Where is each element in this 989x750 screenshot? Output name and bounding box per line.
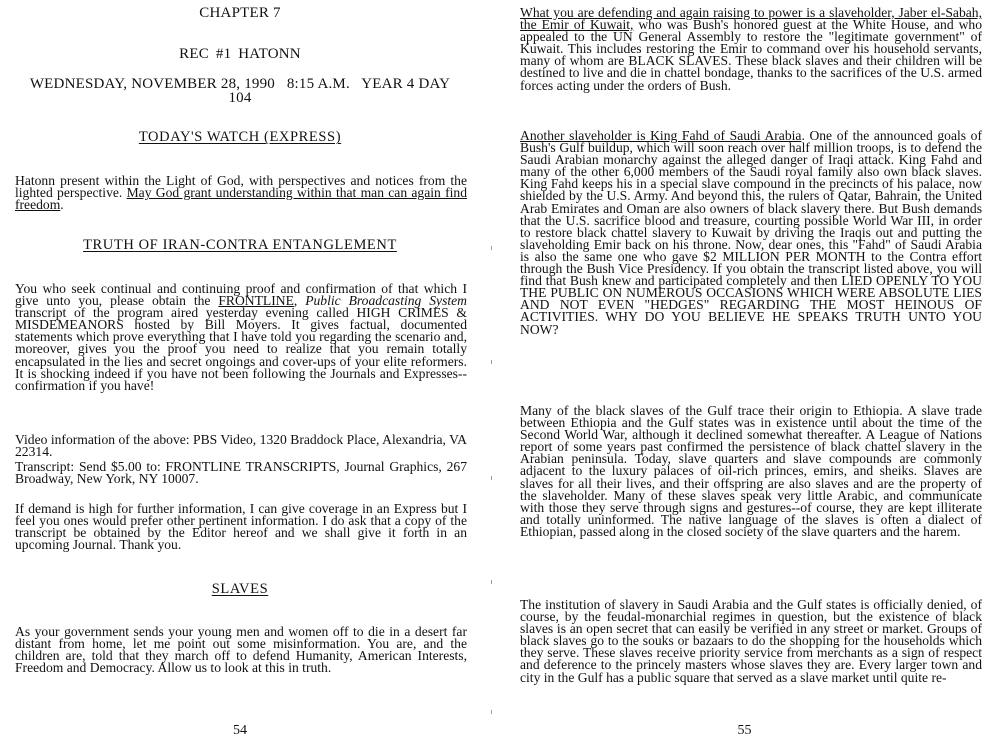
intro-underlined-text: May God grant understanding within that man can again find freedom (15, 185, 467, 213)
frontline-underlined: FRONTLINE (218, 293, 294, 309)
transcript-info-paragraph: Transcript: Send $5.00 to: FRONTLINE TRANSCRIPTS, Journal Graphics, 267 Broadway, New York, NY 10007. (15, 459, 467, 487)
page-number-left: 54 (233, 723, 247, 738)
pbs-italic: Public Broadcasting System (305, 293, 467, 309)
intro-paragraph (15, 175, 467, 211)
date-line: WEDNESDAY, NOVEMBER 28, 1990 8:15 A.M. YEAR 4 DAY (29, 76, 451, 92)
section-title-iran-contra (0, 237, 480, 254)
section-title-todays-watch (0, 129, 480, 146)
right-page (507, 0, 989, 750)
fahd-underlined-text: Another slaveholder is King Fahd of Saudi Arabia (520, 128, 802, 143)
emir-paragraph (520, 7, 982, 92)
gutter-mark (491, 246, 492, 250)
para-text: transcript of the program aired yesterday evening called HIGH CRIMES & MISDEMEANORS hosted by Bill Moyers. It gives factual, documented statements which prove everything that I have told you regarding the scenario and, moreover, gives you the proof you need to realize that you remain totally encapsulated in the lies and secret ongoings and cover-ups of your elite reformers. It is shocking indeed if you have not been following the Journals and Expresses--confirmation if you have! (15, 305, 467, 393)
fahd-paragraph (520, 130, 982, 336)
date-line-continuation: 104 (228, 90, 252, 106)
para-text: . One of the announced goals of Bush's Gulf buildup, which will soon reach over half million troops, is to defend the Saudi Arabian monarchy against the alleged danger of Iraqi attack. King Fahd and many of the other 6,000 members of the Saudi royal family also own black slaves. King Fahd keeps his in a special slave compound in the precincts of his palace, now shielded by the U.S. Army. And beyond this, the rulers of Qatar, Bahrain, the United Arab Emirates and Oman are also owners of black slavery there. But Bush demands that the U.S. sacrifice blood and treasure, courting possible World War III, in order to restore black chattel slavery to Kuwait by driving the Iraqis out and putting the slaveholding Emir back on his throne. Now, dear ones, this "Fahd" of Saudi Arabia is also the same one who gave $2 MILLION PER MONTH to the Contra effort through the Bush Vice Presidency. If you obtain the transcript listed above, you will find that Bush knew and participated completely and then LIED OPENLY TO YOU THE PUBLIC ON NUMEROUS OCCASIONS WHICH WERE ABSOLUTE LIES AND NOT EVEN "HEDGES" REGARDING THE MOST HEINOUS OF ACTIVITIES. WHY DO YOU BELIEVE HE SPEAKS TRUTH UNTO YOU NOW? (520, 128, 982, 337)
gutter-mark (491, 580, 492, 584)
para-text: , (293, 293, 306, 309)
gutter-mark (491, 360, 492, 364)
video-info-paragraph: Video information of the above: PBS Video, 1320 Braddock Place, Alexandria, VA 22314. (15, 432, 467, 460)
slaves-paragraph: As your government sends your young men and women off to die in a desert far distant from home, let me point out some misinformation. You are, and the children are, told that they march off to defend Humanity, American Interests, Freedom and Democracy. Allow us to look at this in truth. (15, 624, 467, 676)
para-text: who was Bush's honored guest at the White House, and who appealed to the UN General Assembly to restore the "legitimate government" of Kuwait. This includes restoring the Emir to command over his household servants, many of whom are BLACK SLAVES. These black slaves and their children will be destined to live and die in chattel bondage, thanks to the sacrifices of the U.S. armed forces acting under the orders of Bush. (520, 17, 982, 93)
iran-contra-paragraph (15, 283, 467, 392)
demand-paragraph: If demand is high for further information, I can give coverage in an Express but I feel you ones would prefer other pertinent information. I do ask that a copy of the transcript be obtained by the Editor hereof and we shall give it forth in an upcoming Journal. Thank you. (15, 501, 467, 553)
intro-text: Hatonn present within the Light of God, with perspectives and notices from the lighted perspective. (15, 173, 467, 201)
gutter-mark (491, 710, 492, 714)
chapter-heading: CHAPTER 7 (199, 5, 281, 21)
page-number-right: 55 (737, 723, 752, 738)
emir-underlined-text: What you are defending and again raising to power is a slaveholder, Jaber el-Sabah, the Emir of Kuwait, (520, 5, 982, 33)
para-text: You who seek continual and continuing proof and confirmation of that which I give unto you, please obtain the (15, 281, 467, 309)
left-page (0, 0, 490, 750)
institution-paragraph: The institution of slavery in Saudi Arabia and the Gulf states is officially denied, of course, by the feudal-monarchial regimes in question, but the existence of black slaves is an open secret that can easily be verified in any street or market. Groups of black slaves go to the souks or bazaars to do the shopping for the households which they serve. These slaves receive priority service from merchants as a sign of respect and deference to the princely masters whose slaves they are. Every larger town and city in the Gulf has a public square that served as a slave market until quite re- (520, 597, 982, 685)
gutter-mark (491, 476, 492, 480)
section-title-text: SLAVES (211, 581, 269, 597)
section-title-text: TODAY'S WATCH (EXPRESS) (138, 129, 342, 145)
section-title-slaves (0, 581, 480, 598)
ethiopia-paragraph: Many of the black slaves of the Gulf trace their origin to Ethiopia. A slave trade between Ethiopia and the Gulf states was in existence until about the time of the Second World War, although it declined somewhat thereafter. A League of Nations report of some years past confirmed the persistence of black chattel slavery in the Arabian peninsula. Today, slave quarters and slave compounds are commonly adjacent to the luxury palaces of oil-rich princes, emirs, and sheiks. Slaves are slaves for all their lives, and their offspring are also slaves and are the property of the slaveholder. Many of these slaves speak very little Arabic, and communicate with those they serve through signs and gestures--of course, they are kept illiterate and totally uninformed. The native language of the slaves is often a dialect of Ethiopian, passed along in the closed society of the slave quarters and the harem. (520, 403, 982, 539)
intro-period: . (60, 197, 64, 213)
rec-heading: REC #1 HATONN (179, 46, 301, 62)
section-title-text: TRUTH OF IRAN-CONTRA ENTANGLEMENT (83, 237, 397, 253)
